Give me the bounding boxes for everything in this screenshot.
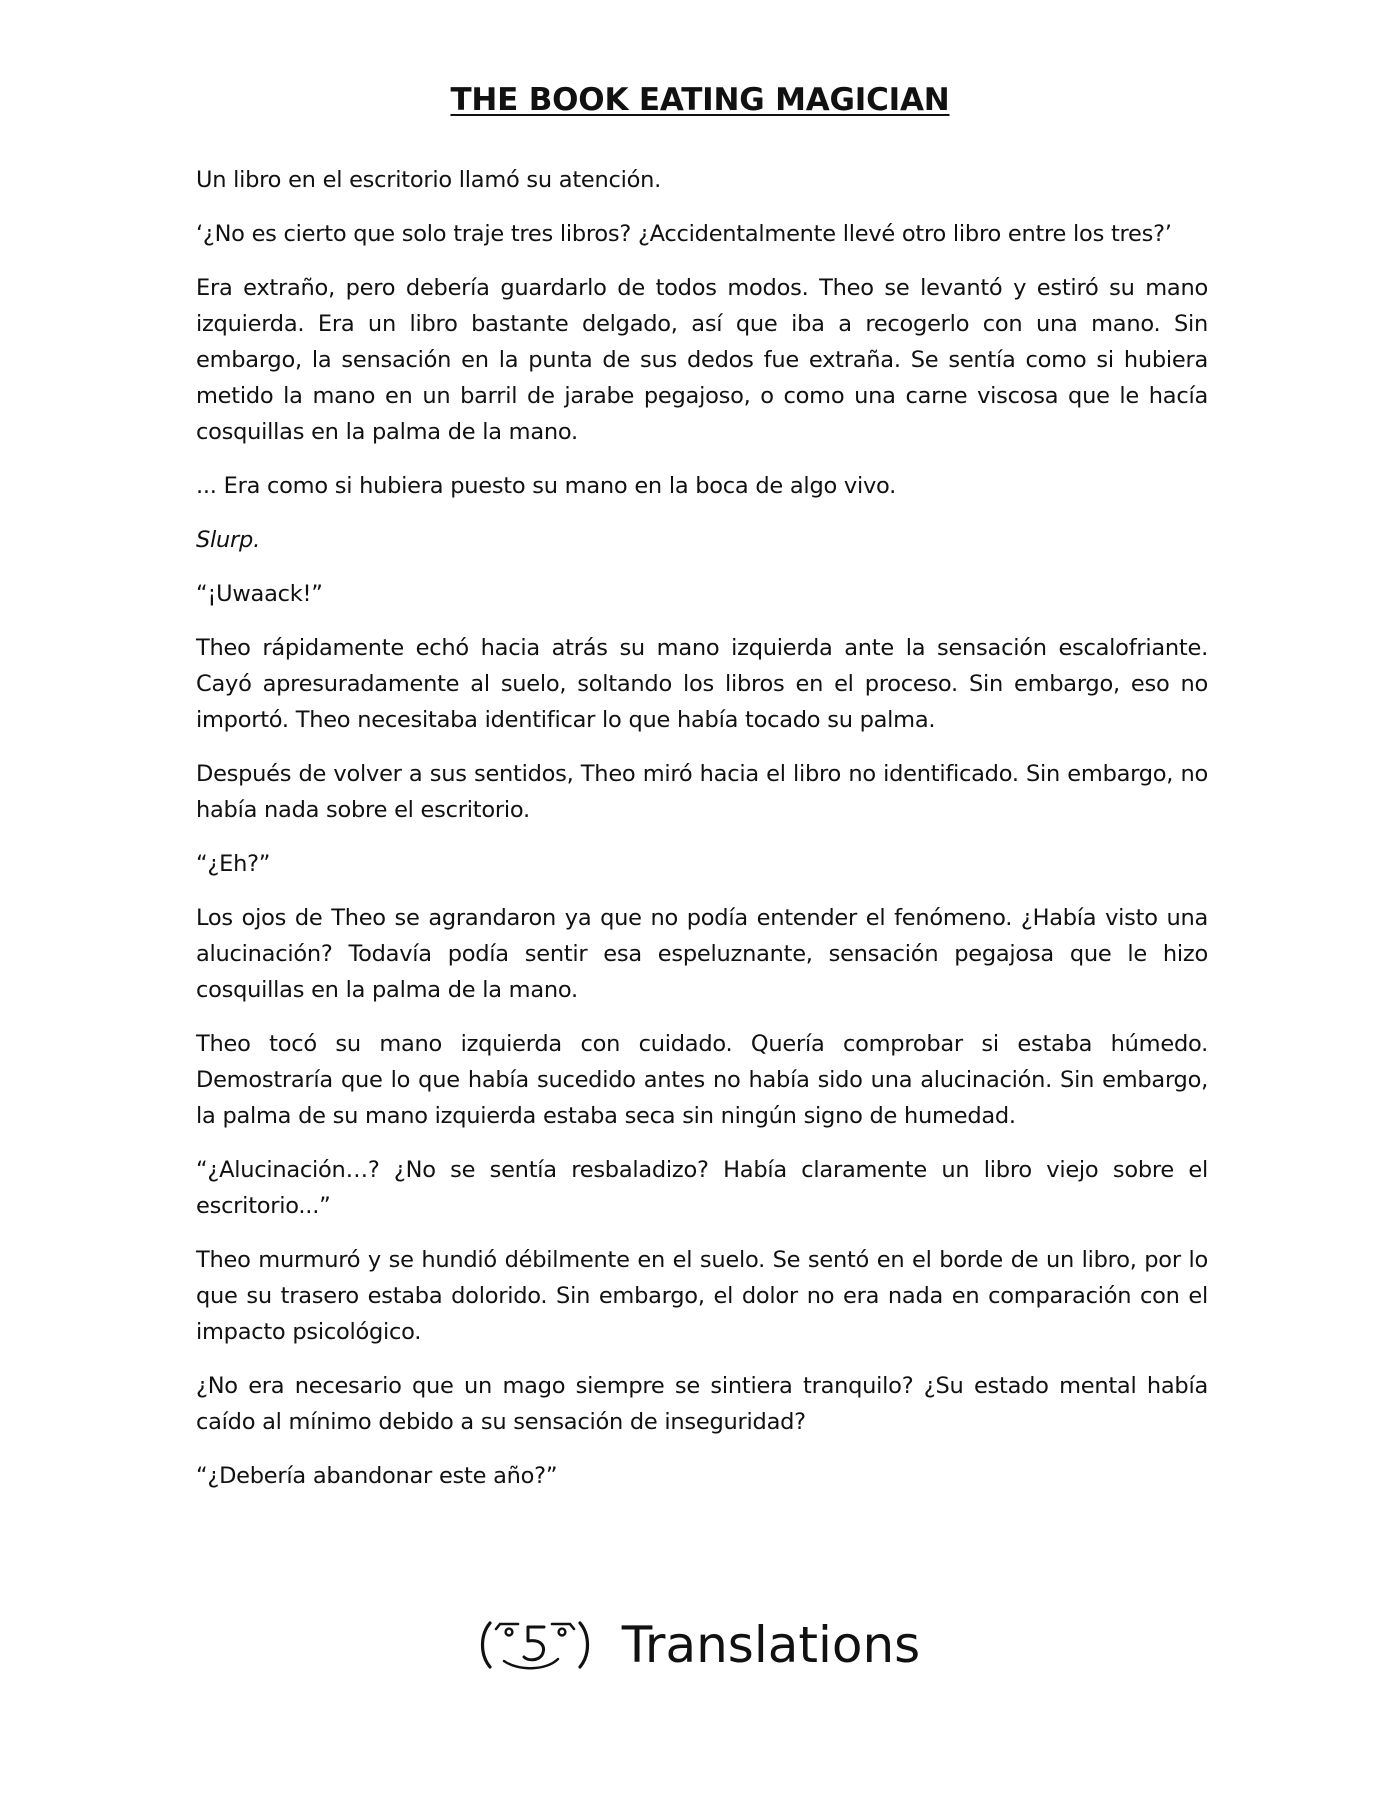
paragraph: ‘¿No es cierto que solo traje tres libros? ¿Accidentalmente llevé otro libro entre los tres?’ <box>196 221 1172 247</box>
lenny-face-icon <box>480 1617 592 1673</box>
document-body <box>196 162 1208 1512</box>
paragraph: “¡Uwaack!” <box>196 581 323 607</box>
document-title: THE BOOK EATING MAGICIAN <box>450 82 950 118</box>
paragraph: “¿Debería abandonar este año?” <box>196 1463 558 1489</box>
paragraph: Theo murmuró y se hundió débilmente en el suelo. Se sentó en el borde de un libro, por lo que su trasero estaba dolorido. Sin embargo, el dolor no era nada en comparación con el impacto psicológico. <box>196 1247 1208 1345</box>
paragraph: ... Era como si hubiera puesto su mano en la boca de algo vivo. <box>196 473 897 499</box>
paragraph: “¿Eh?” <box>196 851 271 877</box>
paragraph: Era extraño, pero debería guardarlo de todos modos. Theo se levantó y estiró su mano izquierda. Era un libro bastante delgado, así que iba a recogerlo con una mano. Sin embargo, la sensación en la punta de sus dedos fue extraña. Se sentía como si hubiera metido la mano en un barril de jarabe pegajoso, o como una carne viscosa que le hacía cosquillas en la palma de la mano. <box>196 275 1208 445</box>
paragraph: Después de volver a sus sentidos, Theo miró hacia el libro no identificado. Sin embargo, no había nada sobre el escritorio. <box>196 761 1208 823</box>
paragraph: Los ojos de Theo se agrandaron ya que no podía entender el fenómeno. ¿Había visto una alucinación? Todavía podía sentir esa espeluznante, sensación pegajosa que le hizo cosquillas en la palma de la mano. <box>196 905 1208 1003</box>
paragraph: Theo tocó su mano izquierda con cuidado. Quería comprobar si estaba húmedo. Demostraría que lo que había sucedido antes no había sido una alucinación. Sin embargo, la palma de su mano izquierda estaba seca sin ningún signo de humedad. <box>196 1031 1208 1129</box>
brand-text: Translations <box>621 1615 921 1674</box>
paragraph: Un libro en el escritorio llamó su atención. <box>196 167 662 193</box>
paragraph: Theo rápidamente echó hacia atrás su mano izquierda ante la sensación escalofriante. Cayó apresuradamente al suelo, soltando los libros en el proceso. Sin embargo, eso no importó. Theo necesitaba identificar lo que había tocado su palma. <box>196 635 1208 733</box>
translator-logo <box>0 1612 1400 1674</box>
paragraph: ¿No era necesario que un mago siempre se sintiera tranquilo? ¿Su estado mental había caído al mínimo debido a su sensación de inseguridad? <box>196 1373 1208 1435</box>
paragraph: “¿Alucinación…? ¿No se sentía resbaladizo? Había claramente un libro viejo sobre el escritorio...” <box>196 1157 1208 1219</box>
paragraph: Slurp. <box>196 527 260 553</box>
